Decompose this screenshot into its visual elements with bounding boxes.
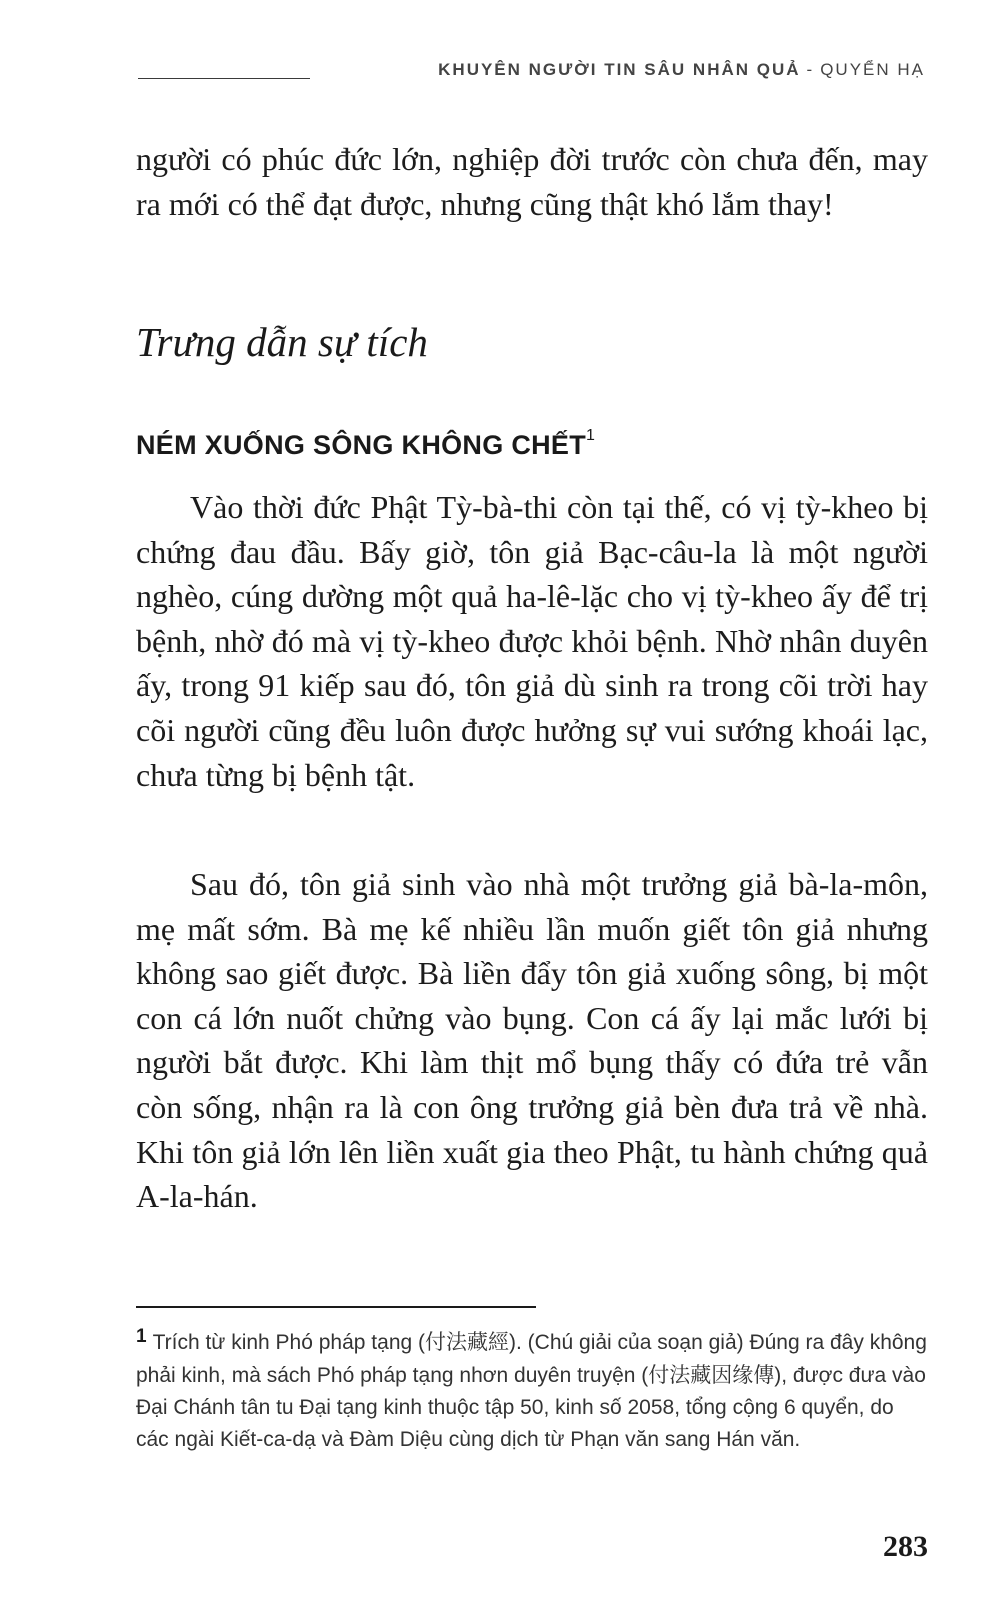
page-number: 283 [883,1530,928,1563]
header-book-title: KHUYÊN NGƯỜI TIN SÂU NHÂN QUẢ [438,60,801,79]
running-header [438,60,925,80]
footnote [136,1327,928,1456]
footnote-rule [136,1306,536,1308]
footnote-ref[interactable]: 1 [586,427,596,444]
story-title-text: NÉM XUỐNG SÔNG KHÔNG CHẾT [136,430,587,460]
header-separator: - [806,60,815,79]
footnote-text: Trích từ kinh Phó pháp tạng (付法藏經). (Chú giải của soạn giả) Đúng ra đây không phải kinh, mà sách Phó pháp tạng nhơn duyên truyện (付法藏因缘傳), được đưa vào Đại Chánh tân tu Đại tạng kinh thuộc tập 50, kinh số 2058, tổng cộng 6 quyển, do các ngài Kiết-ca-dạ và Đàm Diệu cùng dịch từ Phạn văn sang Hán văn. [136,1331,927,1451]
footnote-number: 1 [136,1326,147,1347]
paragraph-story-2: Sau đó, tôn giả sinh vào nhà một trưởng giả bà-la-môn, mẹ mất sớm. Bà mẹ kế nhiều lần muốn giết tôn giả nhưng không sao giết được. Bà liền đẩy tôn giả xuống sông, bị một con cá lớn nuốt chửng vào bụng. Con cá ấy lại mắc lưới bị người bắt được. Khi làm thịt mổ bụng thấy có đứa trẻ vẫn còn sống, nhận ra là con ông trưởng giả bèn đưa trả về nhà. Khi tôn giả lớn lên liền xuất gia theo Phật, tu hành chứng quả A-la-hán. [136,866,928,1215]
paragraph-story-1: Vào thời đức Phật Tỳ-bà-thi còn tại thế, có vị tỳ-kheo bị chứng đau đầu. Bấy giờ, tôn giả Bạc-câu-la là một người nghèo, cúng dường một quả ha-lê-lặc cho vị tỳ-kheo ấy để trị bệnh, nhờ đó mà vị tỳ-kheo được khỏi bệnh. Nhờ nhân duyên ấy, trong 91 kiếp sau đó, tôn giả dù sinh ra trong cõi trời hay cõi người cũng đều luôn được hưởng sự vui sướng khoái lạc, chưa từng bị bệnh tật. [136,489,928,793]
section-title: Trưng dẫn sự tích [136,319,428,365]
paragraph-continued: người có phúc đức lớn, nghiệp đời trước còn chưa đến, may ra mới có thể đạt được, nhưng cũng thật khó lắm thay! [136,141,928,222]
header-rule [138,78,310,79]
header-volume: QUYỂN HẠ [820,60,925,79]
story-title [136,427,596,461]
